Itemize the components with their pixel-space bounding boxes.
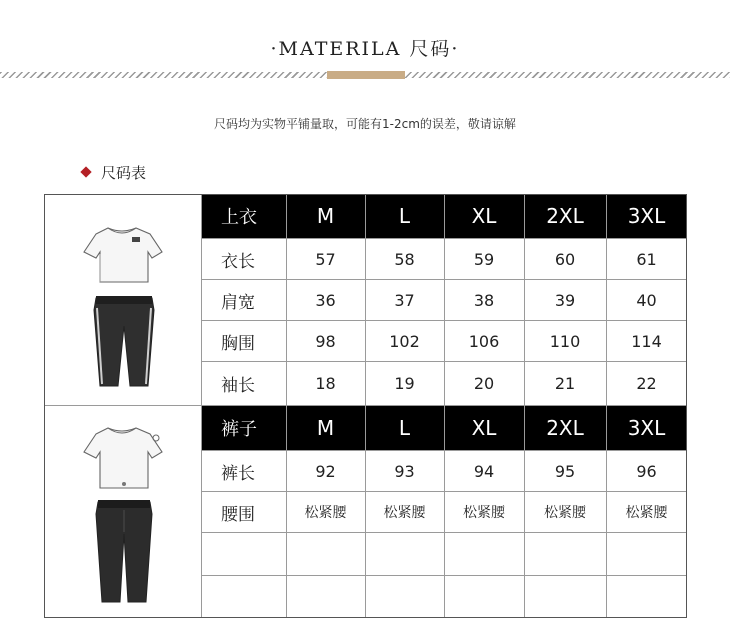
table-cell: 94 xyxy=(473,461,495,481)
table-cell: 98 xyxy=(315,331,336,351)
size-header: 3XL xyxy=(627,204,666,228)
table-cell: 松紧腰 xyxy=(304,505,347,521)
row-label: 胸围 xyxy=(221,333,255,354)
divider-accent xyxy=(327,71,405,79)
table-cell: 102 xyxy=(389,331,420,351)
section-title: 尺码表 xyxy=(101,163,147,182)
table-cell: 57 xyxy=(315,249,336,269)
product-image-top xyxy=(44,194,201,405)
size-header: 2XL xyxy=(546,416,584,440)
size-chart xyxy=(44,194,687,618)
table-cell: 37 xyxy=(394,290,415,310)
table-cell: 松紧腰 xyxy=(463,505,505,521)
table-cell: 58 xyxy=(394,249,415,269)
table-cell: 36 xyxy=(315,290,336,310)
size-header: 3XL xyxy=(627,416,666,440)
table-cell: 40 xyxy=(636,290,657,310)
section-heading xyxy=(82,161,146,183)
top-table-header: 上衣 xyxy=(221,207,257,228)
table-cell: 19 xyxy=(394,374,415,393)
outfit-illustration-1 xyxy=(44,194,201,405)
table-cell: 106 xyxy=(468,331,500,351)
size-header: XL xyxy=(471,416,497,440)
row-label: 袖长 xyxy=(221,376,255,396)
size-header: 2XL xyxy=(546,204,584,228)
table-cell: 95 xyxy=(554,461,576,481)
table-cell: 92 xyxy=(315,461,336,481)
bottom-table-header: 裤子 xyxy=(221,419,257,440)
size-header: M xyxy=(316,204,335,228)
size-header: L xyxy=(398,204,411,228)
measurement-note: 尺码均为实物平铺量取，可能有1-2cm的误差，敬请谅解 xyxy=(214,117,516,131)
outfit-illustration-2 xyxy=(44,406,201,618)
table-cell: 60 xyxy=(554,249,576,269)
table-cell: 20 xyxy=(473,374,495,393)
row-label: 腰围 xyxy=(221,504,255,525)
table-cell: 38 xyxy=(473,290,495,310)
diamond-icon xyxy=(80,166,91,177)
row-label: 肩宽 xyxy=(221,292,255,313)
table-cell: 110 xyxy=(549,331,581,351)
page-title: ·MATERILA 尺码· xyxy=(270,38,460,60)
table-cell: 114 xyxy=(631,331,662,351)
table-cell: 松紧腰 xyxy=(625,505,668,521)
row-label: 裤长 xyxy=(221,463,255,484)
row-label: 衣长 xyxy=(221,251,255,272)
size-header: M xyxy=(316,416,335,440)
table-cell: 18 xyxy=(315,374,336,393)
table-cell: 93 xyxy=(394,461,415,481)
table-cell: 松紧腰 xyxy=(383,505,426,521)
size-header: L xyxy=(398,416,411,440)
table-cell: 39 xyxy=(554,290,576,310)
table-cell: 22 xyxy=(636,374,657,393)
product-image-bottom xyxy=(44,406,201,618)
table-cell: 59 xyxy=(473,249,495,269)
table-cell: 松紧腰 xyxy=(544,505,586,521)
table-cell: 61 xyxy=(636,249,657,269)
table-cell: 96 xyxy=(636,461,657,481)
size-header: XL xyxy=(471,204,497,228)
table-cell: 21 xyxy=(554,374,576,393)
